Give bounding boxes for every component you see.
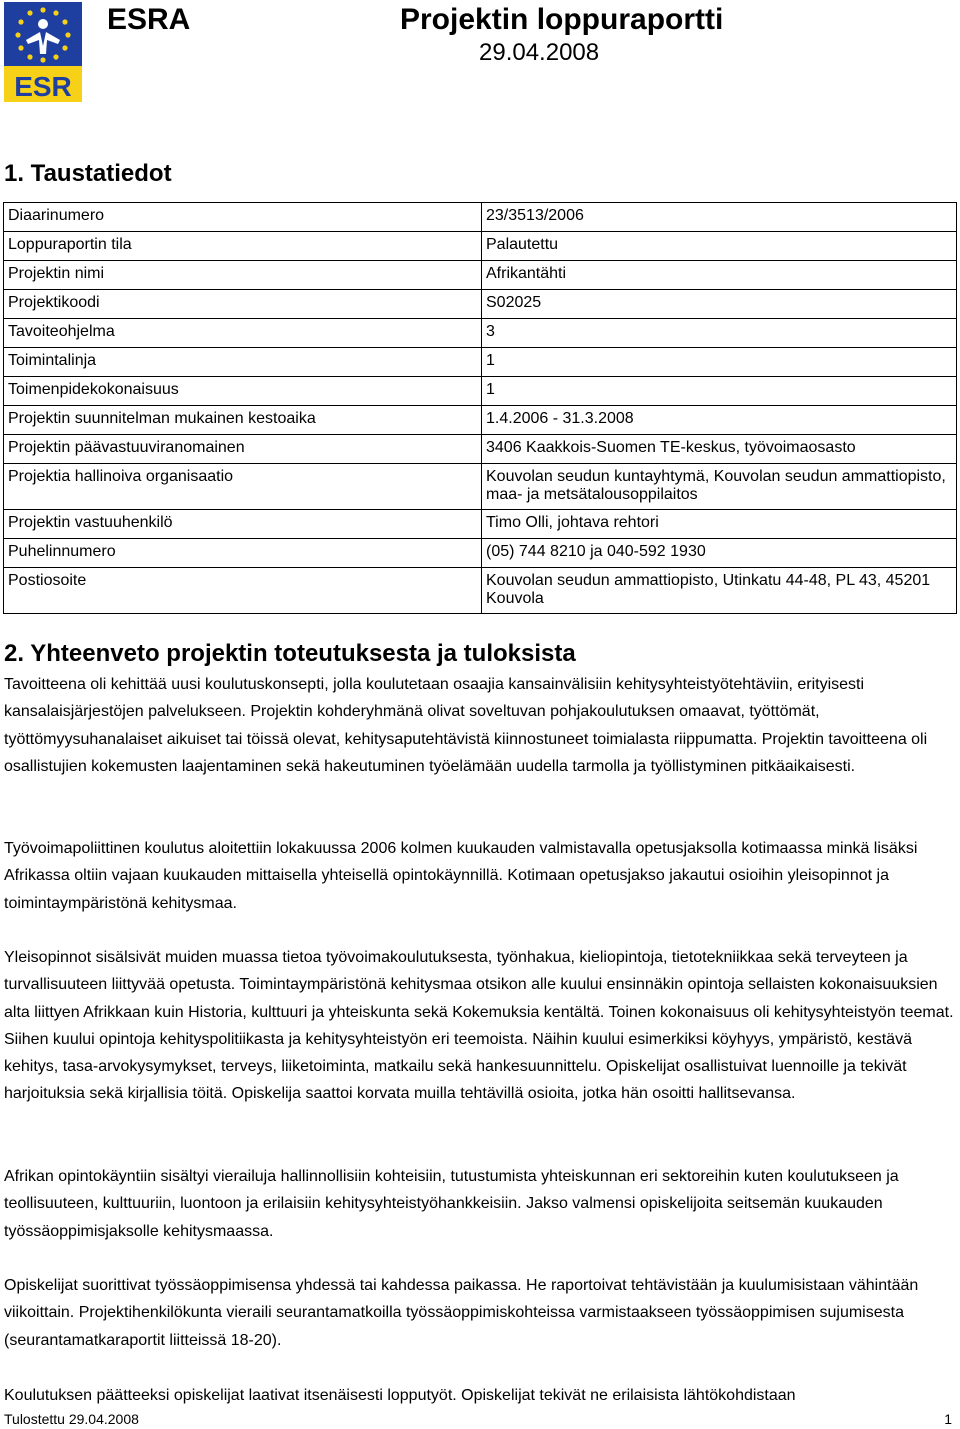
summary-paragraph: Koulutuksen päätteeksi opiskelijat laativat itsenäisesti lopputyöt. Opiskelijat tekivät ne erilaisista lähtökohdistaan xyxy=(4,1387,796,1404)
row-value: Kouvolan seudun ammattiopisto, Utinkatu 44-48, PL 43, 45201 Kouvola xyxy=(482,568,957,614)
row-value: Palautettu xyxy=(482,232,957,261)
row-label: Postiosoite xyxy=(4,568,482,614)
summary-paragraph: Opiskelijat suorittivat työssäoppimisensa yhdessä tai kahdessa paikassa. He raportoivat tehtävistään ja kuulumisistaan vähintään viikoittain. Projektihenkilökunta vieraili seurantamatkoilla työssäoppimiskohteissa varmistaakseen työssäoppimisen sujumisesta (seurantamatkaraportit liitteissä 18-20). xyxy=(4,1277,919,1349)
row-value: S02025 xyxy=(482,290,957,319)
row-label: Diaarinumero xyxy=(4,203,482,232)
row-label: Projektia hallinoiva organisaatio xyxy=(4,464,482,510)
table-row xyxy=(4,348,957,377)
row-value: (05) 744 8210 ja 040-592 1930 xyxy=(482,539,957,568)
table-row xyxy=(4,435,957,464)
esr-logo xyxy=(4,2,82,102)
document-date: 29.04.2008 xyxy=(479,39,600,66)
table-row xyxy=(4,464,957,510)
page-number: 1 xyxy=(944,1411,952,1427)
table-row xyxy=(4,377,957,406)
summary-paragraph: Työvoimapoliittinen koulutus aloitettiin lokakuussa 2006 kolmen kuukauden valmistavalla opetusjaksolla kotimaassa minkä lisäksi Afrikassa oltiin vajaan kuukauden mittaisella yhteisellä opintokäynnillä. Kotimaan opetusjakso jakautui osioihin yleisopinnot ja toimintaympäristönä kehitysmaa. xyxy=(4,840,918,912)
document-title: Projektin loppuraportti xyxy=(400,3,724,36)
logo-text: ESR xyxy=(14,71,72,102)
table-row xyxy=(4,290,957,319)
row-value: Timo Olli, johtava rehtori xyxy=(482,510,957,539)
table-row xyxy=(4,568,957,614)
row-value: 1 xyxy=(482,348,957,377)
section-title-background: 1. Taustatiedot xyxy=(4,160,172,187)
table-row xyxy=(4,261,957,290)
row-value: 1.4.2006 - 31.3.2008 xyxy=(482,406,957,435)
summary-paragraph: Yleisopinnot sisälsivät muiden muassa tietoa työvoimakoulutuksesta, työnhakua, kieliopintoja, tietotekniikkaa sekä terveyteen ja turvallisuuteen liittyvää opetusta. Toimintaympäristönä kehitysmaa otsikon alle kuului ensinnäkin opintoja sellaisten kokonaisuuksien alta liittyen Afrikkaan kuin Historia, kulttuuri ja yhteiskunta sekä Kokemuksia kentältä. Toinen kokonaisuus oli kehitysyhteistyön teemat. Siihen kuului opintoja kehityspolitiikasta ja kehitysyhteistyön eri teemoista. Näihin kuului esimerkiksi köyhyys, ympäristö, kestävä kehitys, tasa-arvokysymykset, terveys, liiketoiminta, matkailu sekä hankesuunnittelu. Opiskelijat osallistuivat luennoille ja tekivät harjoituksia sekä kirjallisia töitä. Opiskelija saattoi korvata muilla tehtävillä osioita, jotka hän osoitti hallitsevansa. xyxy=(4,949,954,1103)
table-row xyxy=(4,319,957,348)
row-value: 3406 Kaakkois-Suomen TE-keskus, työvoimaosasto xyxy=(482,435,957,464)
row-label: Projektikoodi xyxy=(4,290,482,319)
summary-paragraph: Tavoitteena oli kehittää uusi koulutuskonsepti, jolla koulutetaan osaajia kansainvälisiin kehitysyhteistyötehtäviin, erityisesti kansalaisjärjestöjen palvelukseen. Projektin kohderyhmänä olivat soveltuvan pohjakoulutuksen omaavat, työttömät, työttömyysuhanalaiset aikuiset tai töissä olevat, kehitysaputehtävistä kiinnostuneet toimialasta riippumatta. Projektin tavoitteena oli osallistujien kokemusten laajentaminen sekä hakeutuminen työelämään uudella tarmolla ja työllistyminen pitkäaikaisesti. xyxy=(4,676,928,775)
organization-name: ESRA xyxy=(107,3,191,36)
print-date: Tulostettu 29.04.2008 xyxy=(4,1411,139,1427)
row-label: Projektin suunnitelman mukainen kestoaika xyxy=(4,406,482,435)
row-label: Toimenpidekokonaisuus xyxy=(4,377,482,406)
row-value: 1 xyxy=(482,377,957,406)
row-label: Puhelinnumero xyxy=(4,539,482,568)
table-row xyxy=(4,510,957,539)
row-value: 23/3513/2006 xyxy=(482,203,957,232)
table-row xyxy=(4,203,957,232)
row-label: Toimintalinja xyxy=(4,348,482,377)
row-value: Kouvolan seudun kuntayhtymä, Kouvolan seudun ammattiopisto, maa- ja metsätalousoppilaitos xyxy=(482,464,957,510)
table-row xyxy=(4,232,957,261)
summary-paragraph: Afrikan opintokäyntiin sisältyi vierailuja hallinnollisiin kohteisiin, tutustumista yhteiskunnan eri sektoreihin kuten koulutukseen ja teollisuuteen, kulttuuriin, luontoon ja erilaisiin kehitysyhteistyöhankkeisiin. Jakso valmensi opiskelijoita seitsemän kuukauden työssäoppimisjaksolle kehitysmaassa. xyxy=(4,1168,899,1240)
row-label: Projektin päävastuuviranomainen xyxy=(4,435,482,464)
table-row xyxy=(4,406,957,435)
row-value: 3 xyxy=(482,319,957,348)
table-row xyxy=(4,539,957,568)
row-label: Projektin nimi xyxy=(4,261,482,290)
row-label: Loppuraportin tila xyxy=(4,232,482,261)
row-label: Tavoiteohjelma xyxy=(4,319,482,348)
esr-logo-graphic xyxy=(4,2,82,102)
background-info-table xyxy=(3,202,957,614)
row-label: Projektin vastuuhenkilö xyxy=(4,510,482,539)
row-value: Afrikantähti xyxy=(482,261,957,290)
section-title-summary: 2. Yhteenveto projektin toteutuksesta ja tuloksista xyxy=(4,640,576,667)
